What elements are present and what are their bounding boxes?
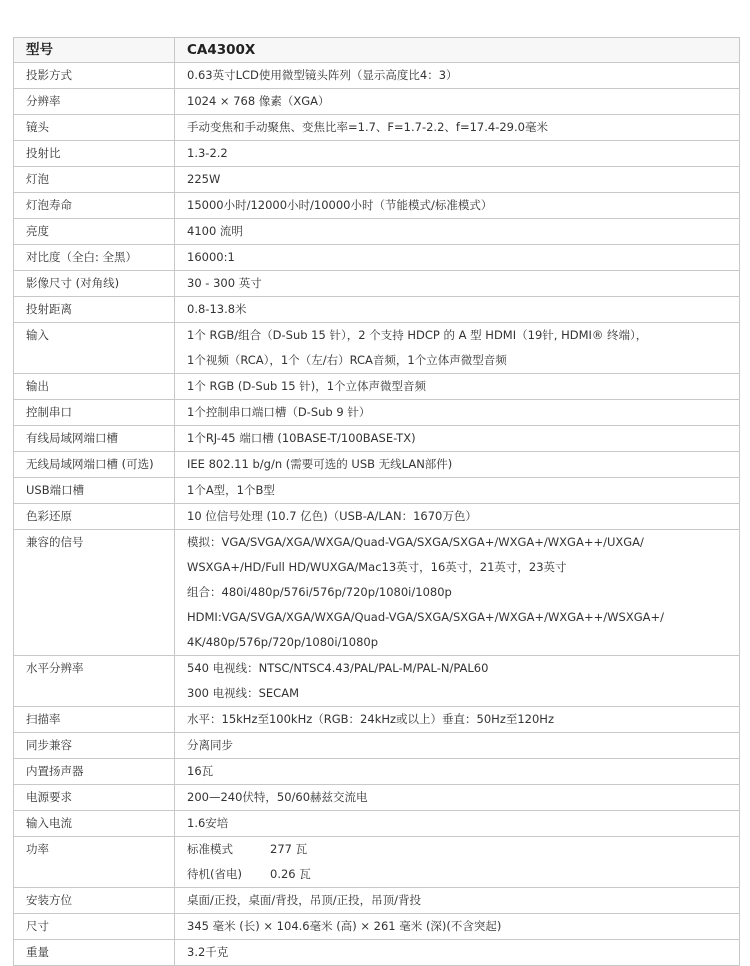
spec-value-line: HDMI:VGA/SVGA/XGA/WXGA/Quad-VGA/SXGA/SXGA+/WXGA+/WXGA++/WSXGA+/ [187, 610, 664, 624]
spec-value [175, 89, 740, 115]
spec-label [14, 478, 175, 504]
spec-row [14, 115, 740, 141]
spec-row [14, 452, 740, 478]
spec-label [14, 167, 175, 193]
spec-label [14, 400, 175, 426]
spec-value [175, 400, 740, 426]
spec-label-text: 投影方式 [26, 68, 72, 82]
spec-label-text: 扫描率 [26, 712, 61, 726]
spec-value-line: 1个RJ-45 端口槽 (10BASE-T/100BASE-TX) [187, 431, 416, 445]
spec-label-text: 控制串口 [26, 405, 72, 419]
spec-value [175, 733, 740, 759]
spec-row [14, 656, 740, 707]
header-value: CA4300X [175, 38, 740, 63]
spec-value-line: 1个A型，1个B型 [187, 483, 275, 497]
spec-label-text: 输入 [26, 328, 49, 342]
power-value: 0.26 瓦 [270, 867, 311, 881]
spec-value [175, 219, 740, 245]
spec-label [14, 245, 175, 271]
spec-value-line: 手动变焦和手动聚焦、变焦比率=1.7、F=1.7-2.2、f=17.4-29.0毫米 [187, 120, 548, 134]
spec-value-line: IEE 802.11 b/g/n (需要可选的 USB 无线LAN部件) [187, 457, 453, 471]
spec-value [175, 141, 740, 167]
spec-row [14, 504, 740, 530]
spec-value-line: 4K/480p/576p/720p/1080i/1080p [187, 635, 379, 649]
spec-value [175, 245, 740, 271]
spec-row [14, 733, 740, 759]
spec-label [14, 219, 175, 245]
spec-label [14, 837, 175, 888]
spec-row [14, 271, 740, 297]
spec-value [175, 478, 740, 504]
spec-value [175, 115, 740, 141]
spec-value-line: WSXGA+/HD/Full HD/WUXGA/Mac13英寸，16英寸，21英寸，23英寸 [187, 560, 567, 574]
spec-value-line: 分离同步 [187, 738, 233, 752]
spec-row [14, 888, 740, 914]
spec-label [14, 193, 175, 219]
spec-row [14, 940, 740, 966]
spec-label [14, 374, 175, 400]
spec-value [175, 374, 740, 400]
spec-label [14, 115, 175, 141]
spec-row [14, 530, 740, 656]
spec-label-text: 输入电流 [26, 816, 72, 830]
spec-label-text: 安装方位 [26, 893, 72, 907]
spec-label-text: 灯泡 [26, 172, 49, 186]
spec-value-line: 4100 流明 [187, 224, 243, 238]
spec-value-line: 模拟：VGA/SVGA/XGA/WXGA/Quad-VGA/SXGA/SXGA+/WXGA+/WXGA++/UXGA/ [187, 535, 644, 549]
power-line [187, 837, 739, 862]
spec-value [175, 785, 740, 811]
spec-label [14, 89, 175, 115]
spec-value [175, 504, 740, 530]
spec-label [14, 914, 175, 940]
spec-label [14, 888, 175, 914]
spec-value-line: 水平：15kHz至100kHz（RGB：24kHz或以上）垂直：50Hz至120Hz [187, 712, 554, 726]
spec-row [14, 167, 740, 193]
spec-value [175, 837, 740, 888]
spec-label-text: 灯泡寿命 [26, 198, 72, 212]
spec-row [14, 478, 740, 504]
spec-label [14, 63, 175, 89]
spec-row [14, 193, 740, 219]
spec-row [14, 245, 740, 271]
spec-label-text: 重量 [26, 945, 49, 959]
spec-value-line: 200—240伏特，50/60赫兹交流电 [187, 790, 368, 804]
spec-label-text: 兼容的信号 [26, 535, 84, 549]
spec-row [14, 759, 740, 785]
spec-row [14, 400, 740, 426]
spec-value-line: 540 电视线：NTSC/NTSC4.43/PAL/PAL-M/PAL-N/PAL60 [187, 661, 489, 675]
spec-label [14, 759, 175, 785]
spec-label-text: 有线局域网端口槽 [26, 431, 118, 445]
spec-value-line: 1024 × 768 像素（XGA） [187, 94, 330, 108]
spec-row [14, 374, 740, 400]
spec-value [175, 297, 740, 323]
spec-value-line: 1个 RGB/组合（D-Sub 15 针），2 个支持 HDCP 的 A 型 HDMI（19针, HDMI® 终端）， [187, 328, 648, 342]
spec-row [14, 785, 740, 811]
spec-label-text: 功率 [26, 842, 49, 856]
spec-label [14, 323, 175, 374]
spec-value-line: 15000小时/12000小时/10000小时（节能模式/标准模式） [187, 198, 493, 212]
spec-label-text: 电源要求 [26, 790, 72, 804]
spec-label [14, 785, 175, 811]
spec-value [175, 167, 740, 193]
spec-value [175, 707, 740, 733]
spec-label-text: 投射比 [26, 146, 61, 160]
spec-label-text: 亮度 [26, 224, 49, 238]
spec-value-line: 225W [187, 172, 221, 186]
spec-label [14, 141, 175, 167]
power-line [187, 862, 739, 887]
spec-label-text: 对比度（全白: 全黑） [26, 250, 138, 264]
spec-label-text: 影像尺寸 (对角线) [26, 276, 120, 290]
spec-value-line: 345 毫米 (长) × 104.6毫米 (高) × 261 毫米 (深)(不含突起) [187, 919, 502, 933]
spec-label [14, 271, 175, 297]
power-value: 277 瓦 [270, 842, 308, 856]
spec-table-body [14, 38, 740, 966]
spec-label [14, 733, 175, 759]
spec-label [14, 707, 175, 733]
spec-value-line: 300 电视线：SECAM [187, 686, 299, 700]
spec-value-line: 30 - 300 英寸 [187, 276, 262, 290]
spec-label [14, 530, 175, 656]
spec-value-line: 桌面/正投，桌面/背投，吊顶/正投，吊顶/背投 [187, 893, 421, 907]
spec-value [175, 271, 740, 297]
spec-table [13, 37, 740, 966]
spec-value-line: 1.6安培 [187, 816, 229, 830]
spec-value [175, 914, 740, 940]
spec-label-text: 内置扬声器 [26, 764, 84, 778]
spec-row [14, 219, 740, 245]
spec-label [14, 452, 175, 478]
spec-value [175, 759, 740, 785]
spec-label-text: 色彩还原 [26, 509, 72, 523]
spec-label-text: 投射距离 [26, 302, 72, 316]
spec-row [14, 297, 740, 323]
spec-row [14, 141, 740, 167]
spec-value [175, 888, 740, 914]
spec-value-line: 1个控制串口端口槽（D-Sub 9 针） [187, 405, 371, 419]
spec-value-line: 1.3-2.2 [187, 146, 228, 160]
spec-row [14, 707, 740, 733]
spec-value-line: 1个视频（RCA），1个（左/右）RCA音频，1个立体声微型音频 [187, 353, 507, 367]
spec-row [14, 914, 740, 940]
spec-value-line: 组合：480i/480p/576i/576p/720p/1080i/1080p [187, 585, 452, 599]
header-label: 型号 [14, 38, 175, 63]
spec-value-line: 16000:1 [187, 250, 235, 264]
spec-value-line: 3.2千克 [187, 945, 229, 959]
spec-value [175, 811, 740, 837]
spec-value-line: 0.8-13.8米 [187, 302, 247, 316]
spec-label [14, 811, 175, 837]
spec-value [175, 940, 740, 966]
spec-label-text: 镜头 [26, 120, 49, 134]
spec-value-line: 1个 RGB (D-Sub 15 针)，1个立体声微型音频 [187, 379, 427, 393]
spec-value-line: 0.63英寸LCD使用微型镜头阵列（显示高度比4：3） [187, 68, 458, 82]
spec-value [175, 426, 740, 452]
spec-label [14, 297, 175, 323]
power-mode: 标准模式 [187, 842, 233, 856]
spec-label-text: 水平分辨率 [26, 661, 84, 675]
spec-row [14, 63, 740, 89]
spec-value-line: 10 位信号处理 (10.7 亿色)（USB-A/LAN：1670万色） [187, 509, 477, 523]
spec-label-text: 无线局域网端口槽 (可选) [26, 457, 154, 471]
spec-value [175, 656, 740, 707]
spec-row [14, 837, 740, 888]
spec-row [14, 811, 740, 837]
spec-value [175, 452, 740, 478]
spec-row [14, 323, 740, 374]
power-mode: 待机(省电) [187, 867, 242, 881]
spec-value [175, 530, 740, 656]
spec-row [14, 89, 740, 115]
spec-label-text: 分辨率 [26, 94, 61, 108]
spec-value [175, 63, 740, 89]
header-row [14, 38, 740, 63]
spec-label [14, 656, 175, 707]
spec-value-line: 16瓦 [187, 764, 214, 778]
spec-value [175, 323, 740, 374]
spec-row [14, 426, 740, 452]
spec-label-text: 尺寸 [26, 919, 49, 933]
spec-label [14, 504, 175, 530]
spec-label-text: 输出 [26, 379, 49, 393]
spec-label-text: USB端口槽 [26, 483, 85, 497]
spec-value [175, 193, 740, 219]
spec-label [14, 426, 175, 452]
spec-label-text: 同步兼容 [26, 738, 72, 752]
spec-label [14, 940, 175, 966]
